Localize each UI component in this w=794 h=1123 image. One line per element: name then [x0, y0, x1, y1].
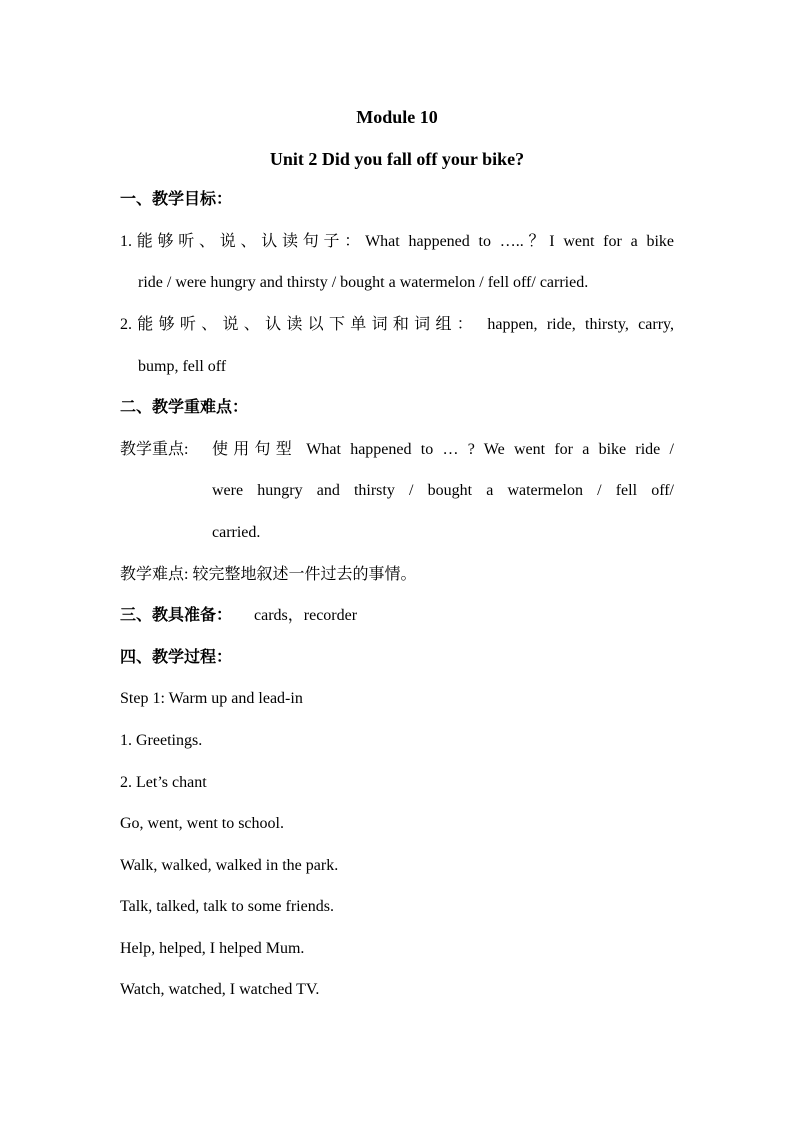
section-heading-objectives: 一、教学目标：: [120, 191, 233, 209]
chant-line: Watch, watched, I watched TV.: [120, 981, 320, 999]
process-line: 2. Let’s chant: [120, 773, 207, 791]
key-point-line-2: were hungry and thirsty / bought a watermelon / fell off/: [212, 482, 674, 500]
objective-2-line-2: bump, fell off: [138, 357, 227, 375]
key-point-row: [120, 434, 674, 476]
module-title: Module 10: [356, 107, 438, 127]
chant-line: Go, went, went to school.: [120, 815, 284, 833]
chant-line: Talk, talked, talk to some friends.: [120, 898, 334, 916]
document-body: [120, 101, 674, 1016]
unit-title: Unit 2 Did you fall off your bike?: [269, 148, 525, 169]
section-heading-materials-row: [120, 600, 674, 642]
key-point-line-3: carried.: [212, 523, 261, 541]
difficulty-point: 教学难点: 较完整地叙述一件过去的事情。: [120, 565, 417, 583]
materials-list: cards，recorder: [254, 607, 358, 625]
section-heading-key-points: 二、教学重难点：: [120, 399, 249, 417]
process-line: 1. Greetings.: [120, 731, 203, 749]
section-heading-process: 四、教学过程：: [120, 648, 233, 666]
key-point-line-2-row: [120, 475, 674, 517]
key-point-label: 教学重点:: [120, 440, 189, 458]
objective-2-line-1: 2.能够听、说、认读以下单词和词组： happen, ride, thirsty, carry,: [120, 315, 674, 333]
objective-1-line-1: 1.能够听、说、认读句子：What happened to …..？I went for a bike: [120, 232, 674, 250]
chant-line: Help, helped, I helped Mum.: [120, 939, 305, 957]
section-heading-materials: 三、教具准备：: [120, 607, 233, 625]
chant-line: Walk, walked, walked in the park.: [120, 856, 339, 874]
step-1-heading: Step 1: Warm up and lead-in: [120, 690, 303, 708]
key-point-line-1: 使用句型 What happened to … ? We went for a bike ride /: [212, 440, 674, 458]
objective-1-line-2: ride / were hungry and thirsty / bought a watermelon / fell off/ carried.: [138, 274, 589, 292]
